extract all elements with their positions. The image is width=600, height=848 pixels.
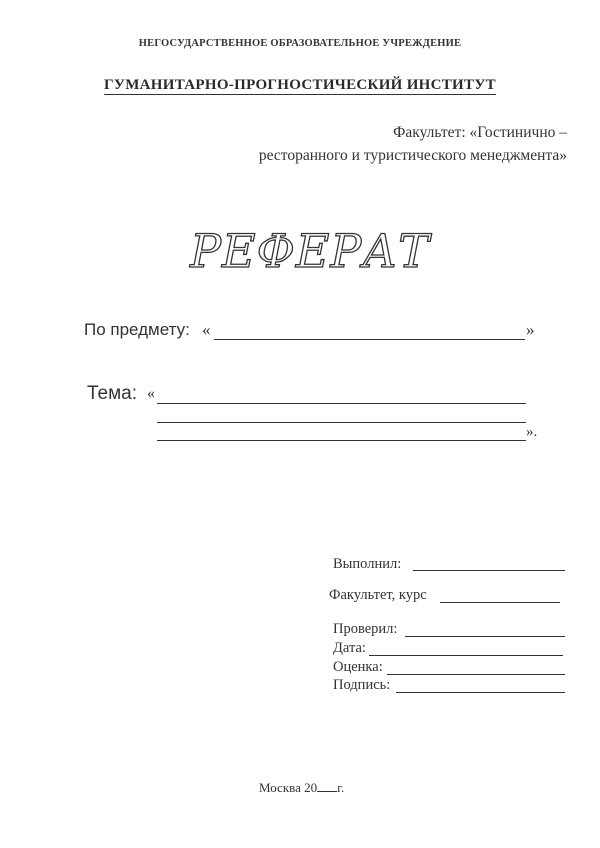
checked-by-line[interactable] — [405, 636, 565, 637]
institute-name — [0, 77, 600, 94]
city-year-prefix: Москва 20 — [259, 780, 318, 795]
performed-by-line[interactable] — [413, 570, 565, 571]
performed-by-label: Выполнил: — [333, 556, 402, 572]
theme-blank-line[interactable] — [157, 440, 526, 441]
city-year-suffix: г. — [337, 780, 345, 795]
theme-blank-line[interactable] — [157, 403, 526, 404]
year-blank-line[interactable] — [317, 781, 337, 792]
document-title: РЕФЕРАТ — [190, 224, 430, 278]
theme-label: Тема: — [87, 383, 138, 404]
city-year — [259, 780, 344, 796]
theme-blank-line[interactable] — [157, 422, 526, 423]
faculty-course-line[interactable] — [440, 602, 560, 603]
signature-line[interactable] — [396, 692, 565, 693]
theme-open-quote: « — [147, 385, 155, 402]
date-line[interactable] — [369, 655, 563, 656]
faculty-line-1: Факультет: «Гостинично – — [393, 124, 567, 141]
institute-name-text: ГУМАНИТАРНО-ПРОГНОСТИЧЕСКИЙ ИНСТИТУТ — [104, 77, 496, 93]
faculty-line-2: ресторанного и туристического менеджмента» — [258, 147, 567, 164]
signature-label: Подпись: — [333, 677, 391, 693]
subject-label: По предмету: — [84, 320, 190, 339]
subject-close-quote: » — [526, 320, 535, 339]
theme-close-quote: ». — [526, 424, 538, 440]
subject-blank-line[interactable] — [214, 339, 525, 340]
checked-by-label: Проверил: — [333, 621, 398, 637]
grade-label: Оценка: — [333, 659, 383, 675]
date-label: Дата: — [333, 640, 366, 656]
subject-open-quote: « — [202, 320, 211, 339]
faculty-course-label: Факультет, курс — [329, 587, 427, 603]
grade-line[interactable] — [387, 674, 565, 675]
organization-type: НЕГОСУДАРСТВЕННОЕ ОБРАЗОВАТЕЛЬНОЕ УЧРЕЖДЕНИЕ — [138, 38, 462, 49]
